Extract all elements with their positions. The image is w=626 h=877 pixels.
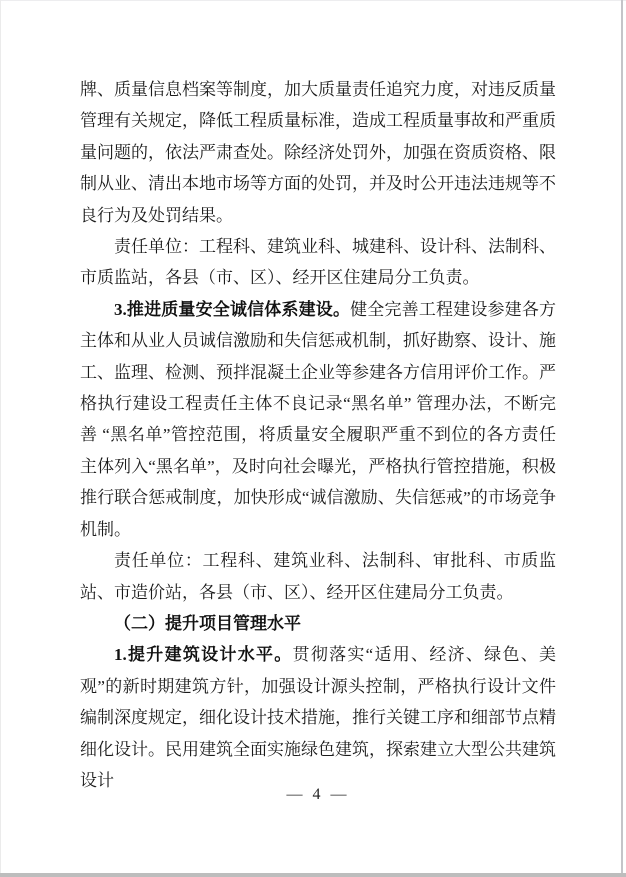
paragraph-text: 责任单位：工程科、建筑业科、法制科、审批科、市质监站、市造价站，各县（市、区）、经开区住建局分工负责。 <box>80 551 556 602</box>
item-3-credit-system-paragraph <box>80 294 556 545</box>
paragraph-text: 健全完善工程建设参建各方主体和从业人员诚信激励和失信惩戒机制，抓好勘察、设计、施工、监理、检测、预拌混凝土企业等参建各方信用评价工作。严格执行建设工程责任主体不良记录“黑名单” 管理办法，不断完善 “黑名单”管控范围，将质量安全履职严重不到位的各方责任主体列入“黑名单”，及时向社会曝光，严格执行管控措施，积极推行联合惩戒制度，加快形成“诚信激励、失信惩戒”的市场竞争机制。 <box>80 299 557 539</box>
paragraph-text: 责任单位：工程科、建筑业科、城建科、设计科、法制科、市质监站，各县（市、区）、经开区住建局分工负责。 <box>80 237 556 288</box>
page-number: — 4 — <box>286 786 350 803</box>
scan-edge-bottom <box>0 873 626 877</box>
responsible-units-paragraph <box>80 545 556 608</box>
paragraph-text: 贯彻落实“适用、经济、绿色、美观”的新时期建筑方针，加强设计源头控制，严格执行设计文件编制深度规定，细化设计技术措施，推行关键工序和细部节点精细化设计。民用建筑全面实施绿色建筑，探索建立大型公共建筑设计 <box>80 645 557 790</box>
document-body <box>80 74 556 796</box>
section-heading-bold: （二）提升项目管理水平 <box>114 613 301 633</box>
scan-edge-right <box>621 0 623 877</box>
paragraph-continuation <box>80 74 556 231</box>
section-2-heading <box>80 608 556 639</box>
scan-edge-top <box>0 0 626 1</box>
paragraph-text: 牌、质量信息档案等制度，加大质量责任追究力度，对违反质量管理有关规定，降低工程质量标准，造成工程质量事故和严重质量问题的，依法严肃查处。除经济处罚外，加强在资质资格、限制从业、清出本地市场等方面的处罚，并及时公开违法违规等不良行为及处罚结果。 <box>80 80 556 225</box>
responsible-units-paragraph <box>80 231 556 294</box>
item-heading-bold: 3.推进质量安全诚信体系建设。 <box>114 299 351 319</box>
scan-edge-left <box>0 0 1 877</box>
item-heading-bold: 1.提升建筑设计水平。 <box>114 645 293 665</box>
item-1-design-level-paragraph <box>80 639 556 796</box>
